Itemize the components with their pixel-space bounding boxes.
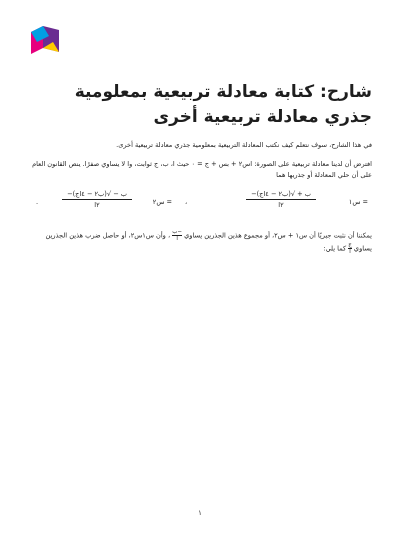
formula-end-period: .: [36, 198, 39, 206]
sum-numerator: −ب: [172, 229, 182, 235]
formula-separator: ،: [185, 198, 188, 206]
root-1-label: س١ =: [348, 198, 368, 206]
intro-paragraph: في هذا الشارح، سوف نتعلم كيف نكتب المعادلة التربيعية بمعلومية جذري معادلة تربيعية أخرى.: [116, 141, 372, 149]
root-formula-1: [198, 190, 368, 216]
nagwa-logo: [29, 26, 61, 56]
root-1-fraction: [246, 190, 316, 209]
root-2-fraction: [62, 190, 132, 209]
root-1-numerator: −ب + √(ب٢ − ٤اج): [246, 190, 316, 200]
conclusion-part-1: يمكننا أن نثبت جبريًا أن س١ + س٢، أو مجموع هذين الجذرين يساوي: [184, 231, 372, 240]
sum-fraction: [172, 229, 182, 242]
page-number: ١: [198, 509, 202, 517]
root-2-denominator: ٢ا: [94, 201, 100, 209]
conclusion-part-2: ، وأن س١س٢، أو حاصل ضرب هذين الجذرين يساوي: [45, 231, 372, 253]
quadratic-formula-roots: [36, 190, 370, 218]
product-denominator: ا: [349, 249, 351, 255]
assumption-paragraph: افترض أن لدينا معادلة تربيعية على الصورة: اس٢ + بس + ج = ٠ حيث ا، ب، ج ثوابت، وا لا يساوي صفرًا. ينص القانون العام على أن حلي المعادلة أو جذريها هما: [32, 160, 372, 179]
page-title: شارح: كتابة معادلة تربيعية بمعلومية جذري معادلة تربيعية أخرى: [74, 82, 372, 127]
product-fraction: [348, 242, 352, 255]
root-2-numerator: −ب − √(ب٢ − ٤اج): [62, 190, 132, 200]
sum-denominator: ا: [176, 236, 178, 242]
product-numerator: ج: [348, 242, 352, 248]
root-formula-2: [36, 190, 172, 216]
root-2-label: س٢ =: [152, 198, 172, 206]
root-1-denominator: ٢ا: [278, 201, 284, 209]
conclusion-part-3: كما يلي:: [323, 244, 347, 253]
conclusion-paragraph: [28, 229, 372, 255]
